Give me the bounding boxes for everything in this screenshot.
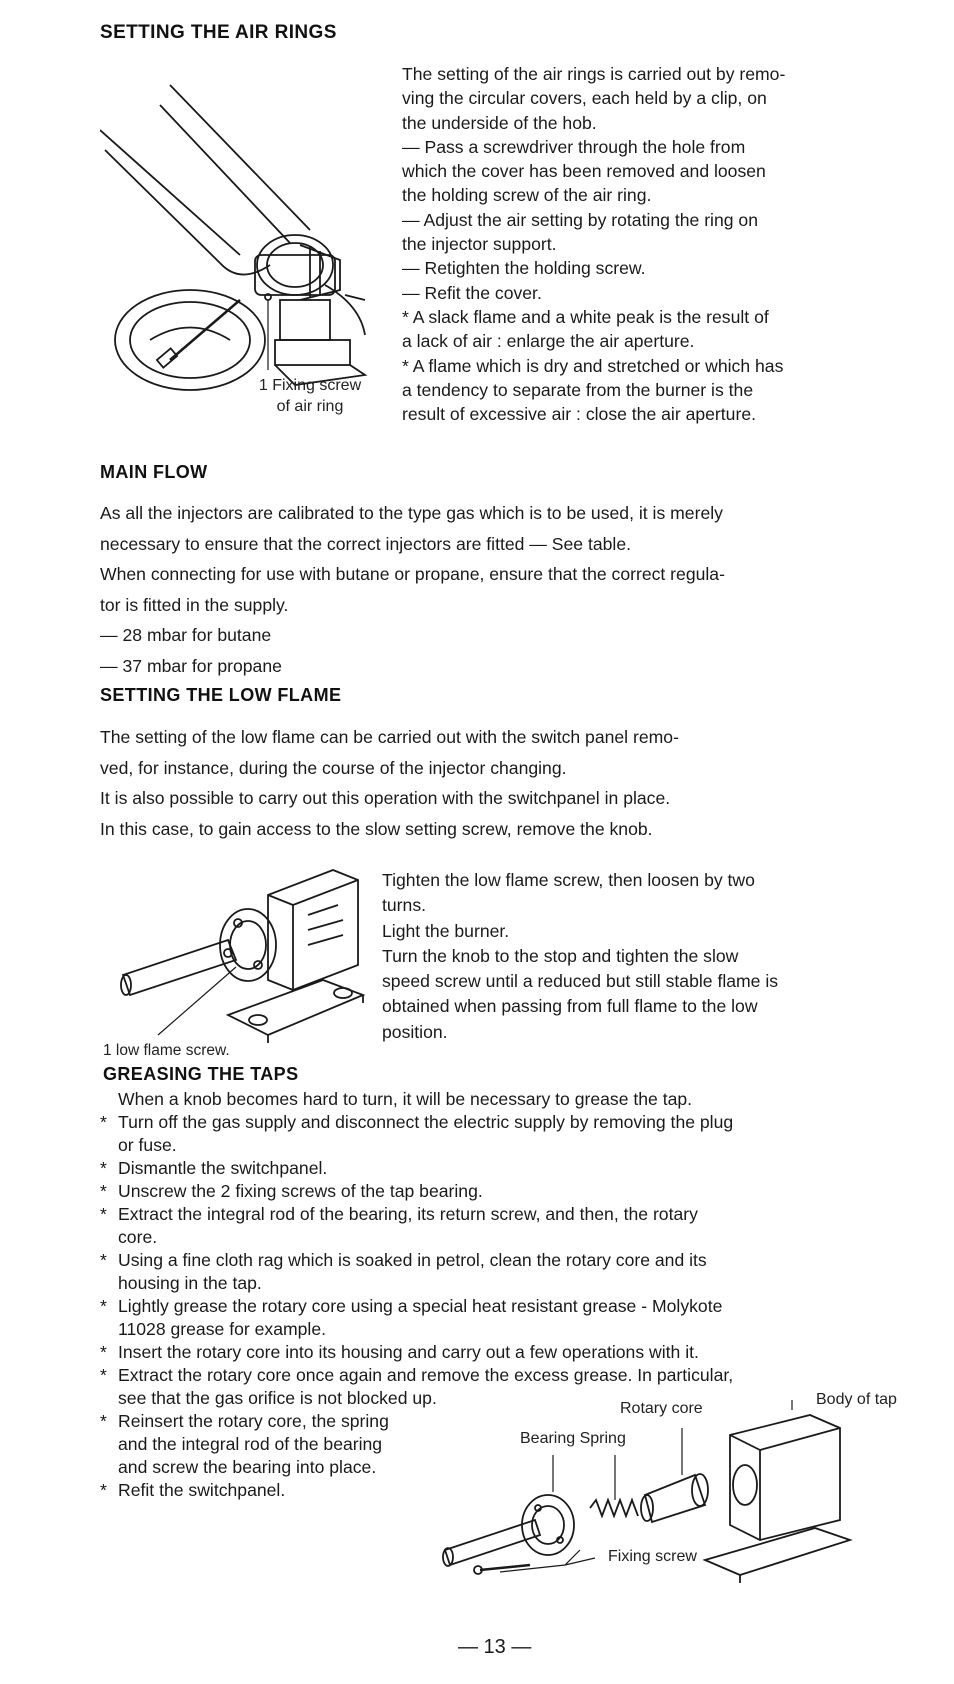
text-line: 11028 grease for example. [118, 1319, 326, 1339]
text-line: — Pass a screwdriver through the hole from [402, 136, 746, 157]
page-number: — 13 — [458, 1636, 532, 1658]
tap-illustration [118, 865, 373, 1045]
list-item [100, 1203, 880, 1249]
text-line: — Adjust the air setting by rotating the ring on [402, 209, 758, 230]
text-line: Extract the integral rod of the bearing, its return screw, and then, the rotary [118, 1204, 698, 1224]
text-line: When connecting for use with butane or propane, ensure that the correct regula- [100, 564, 725, 585]
text-line: — Retighten the holding screw. [402, 258, 646, 279]
list-item [100, 1341, 880, 1364]
label-bearing-spring: Bearing Spring [520, 1430, 626, 1447]
text-line: Insert the rotary core into its housing and carry out a few operations with it. [118, 1342, 699, 1362]
text-line: the underside of the hob. [402, 112, 597, 133]
text-line: the holding screw of the air ring. [402, 185, 652, 206]
text-line: core. [118, 1227, 158, 1247]
text-line: ving the circular covers, each held by a clip, on [402, 88, 767, 109]
text-line: turns. [382, 895, 427, 916]
text-line: — 28 mbar for butane [100, 625, 272, 646]
main-flow-body [100, 498, 870, 682]
text-line: Reinsert the rotary core, the spring [118, 1411, 389, 1431]
text-line: see that the gas orifice is not blocked up. [118, 1388, 437, 1408]
caption-line: 1 Fixing screw [258, 377, 362, 394]
text-line: a tendency to separate from the burner is the [402, 379, 754, 400]
text-line: Lightly grease the rotary core using a special heat resistant grease - Molykote [118, 1296, 723, 1316]
text-line: necessary to ensure that the correct injectors are fitted — See table. [100, 533, 632, 554]
bullet-star: * [100, 1204, 107, 1224]
text-line: As all the injectors are calibrated to the type gas which is to be used, it is merely [100, 503, 723, 523]
greasing-intro: When a knob becomes hard to turn, it will be necessary to grease the tap. [118, 1089, 693, 1109]
text-line: speed screw until a reduced but still stable flame is [382, 971, 779, 992]
heading-low-flame: SETTING THE LOW FLAME [100, 685, 342, 705]
text-line: In this case, to gain access to the slow setting screw, remove the knob. [100, 818, 653, 839]
heading-air-rings: SETTING THE AIR RINGS [100, 22, 337, 43]
text-line: obtained when passing from full flame to the low [382, 996, 758, 1017]
text-line: and the integral rod of the bearing [118, 1434, 383, 1454]
text-line: the injector support. [402, 234, 557, 255]
text-line: tor is fitted in the supply. [100, 594, 289, 615]
text-line: — 37 mbar for propane [100, 655, 282, 676]
text-line: Light the burner. [382, 920, 510, 941]
text-line: housing in the tap. [118, 1273, 262, 1293]
heading-main-flow: MAIN FLOW [100, 462, 208, 482]
air-ring-caption [250, 375, 370, 417]
text-line: * A flame which is dry and stretched or which has [402, 355, 784, 376]
bullet-star: * [100, 1250, 107, 1270]
text-line: Extract the rotary core once again and remove the excess grease. In particular, [118, 1365, 734, 1385]
low-flame-caption: 1 low flame screw. [103, 1042, 230, 1059]
text-line: position. [382, 1021, 448, 1042]
air-ring-illustration [100, 75, 385, 420]
text-line: Unscrew the 2 fixing screws of the tap bearing. [118, 1181, 483, 1201]
list-item [100, 1157, 880, 1180]
heading-greasing: GREASING THE TAPS [103, 1064, 299, 1084]
bullet-star: * [100, 1158, 107, 1178]
bullet-star: * [100, 1296, 107, 1316]
text-line: It is also possible to carry out this operation with the switchpanel in place. [100, 788, 671, 808]
text-line: ved, for instance, during the course of the injector changing. [100, 757, 567, 778]
text-line: — Refit the cover. [402, 282, 542, 303]
text-line: or fuse. [118, 1135, 177, 1155]
list-item [100, 1249, 880, 1295]
label-body-of-tap: Body of tap [816, 1391, 897, 1408]
bullet-star: * [100, 1480, 107, 1500]
text-line: Using a fine cloth rag which is soaked in petrol, clean the rotary core and its [118, 1250, 707, 1270]
text-line: The setting of the air rings is carried out by remo- [402, 64, 786, 84]
low-flame-body [100, 722, 870, 844]
text-line: Turn off the gas supply and disconnect the electric supply by removing the plug [118, 1112, 734, 1132]
bullet-star: * [100, 1411, 107, 1431]
list-item [100, 1111, 880, 1157]
bullet-star: * [100, 1342, 107, 1362]
text-line: result of excessive air : close the air aperture. [402, 404, 756, 425]
label-fixing-screw: Fixing screw [608, 1548, 697, 1565]
caption-line: of air ring [276, 398, 344, 415]
air-rings-body [402, 62, 869, 426]
list-item [100, 1295, 880, 1341]
text-line: which the cover has been removed and loosen [402, 161, 766, 182]
text-line: * A slack flame and a white peak is the result of [402, 306, 769, 327]
label-rotary-core: Rotary core [620, 1400, 703, 1417]
text-line: Refit the switchpanel. [118, 1480, 286, 1500]
text-line: and screw the bearing into place. [118, 1457, 377, 1477]
text-line: The setting of the low flame can be carried out with the switch panel remo- [100, 727, 679, 747]
text-line: Tighten the low flame screw, then loosen by two [382, 870, 755, 890]
bullet-star: * [100, 1181, 107, 1201]
bullet-star: * [100, 1112, 107, 1132]
bullet-star: * [100, 1365, 107, 1385]
list-item [100, 1180, 880, 1203]
text-line: Turn the knob to the stop and tighten the slow [382, 945, 739, 966]
text-line: Dismantle the switchpanel. [118, 1158, 328, 1178]
text-line: a lack of air : enlarge the air aperture. [402, 331, 695, 352]
low-flame-steps [382, 868, 870, 1045]
